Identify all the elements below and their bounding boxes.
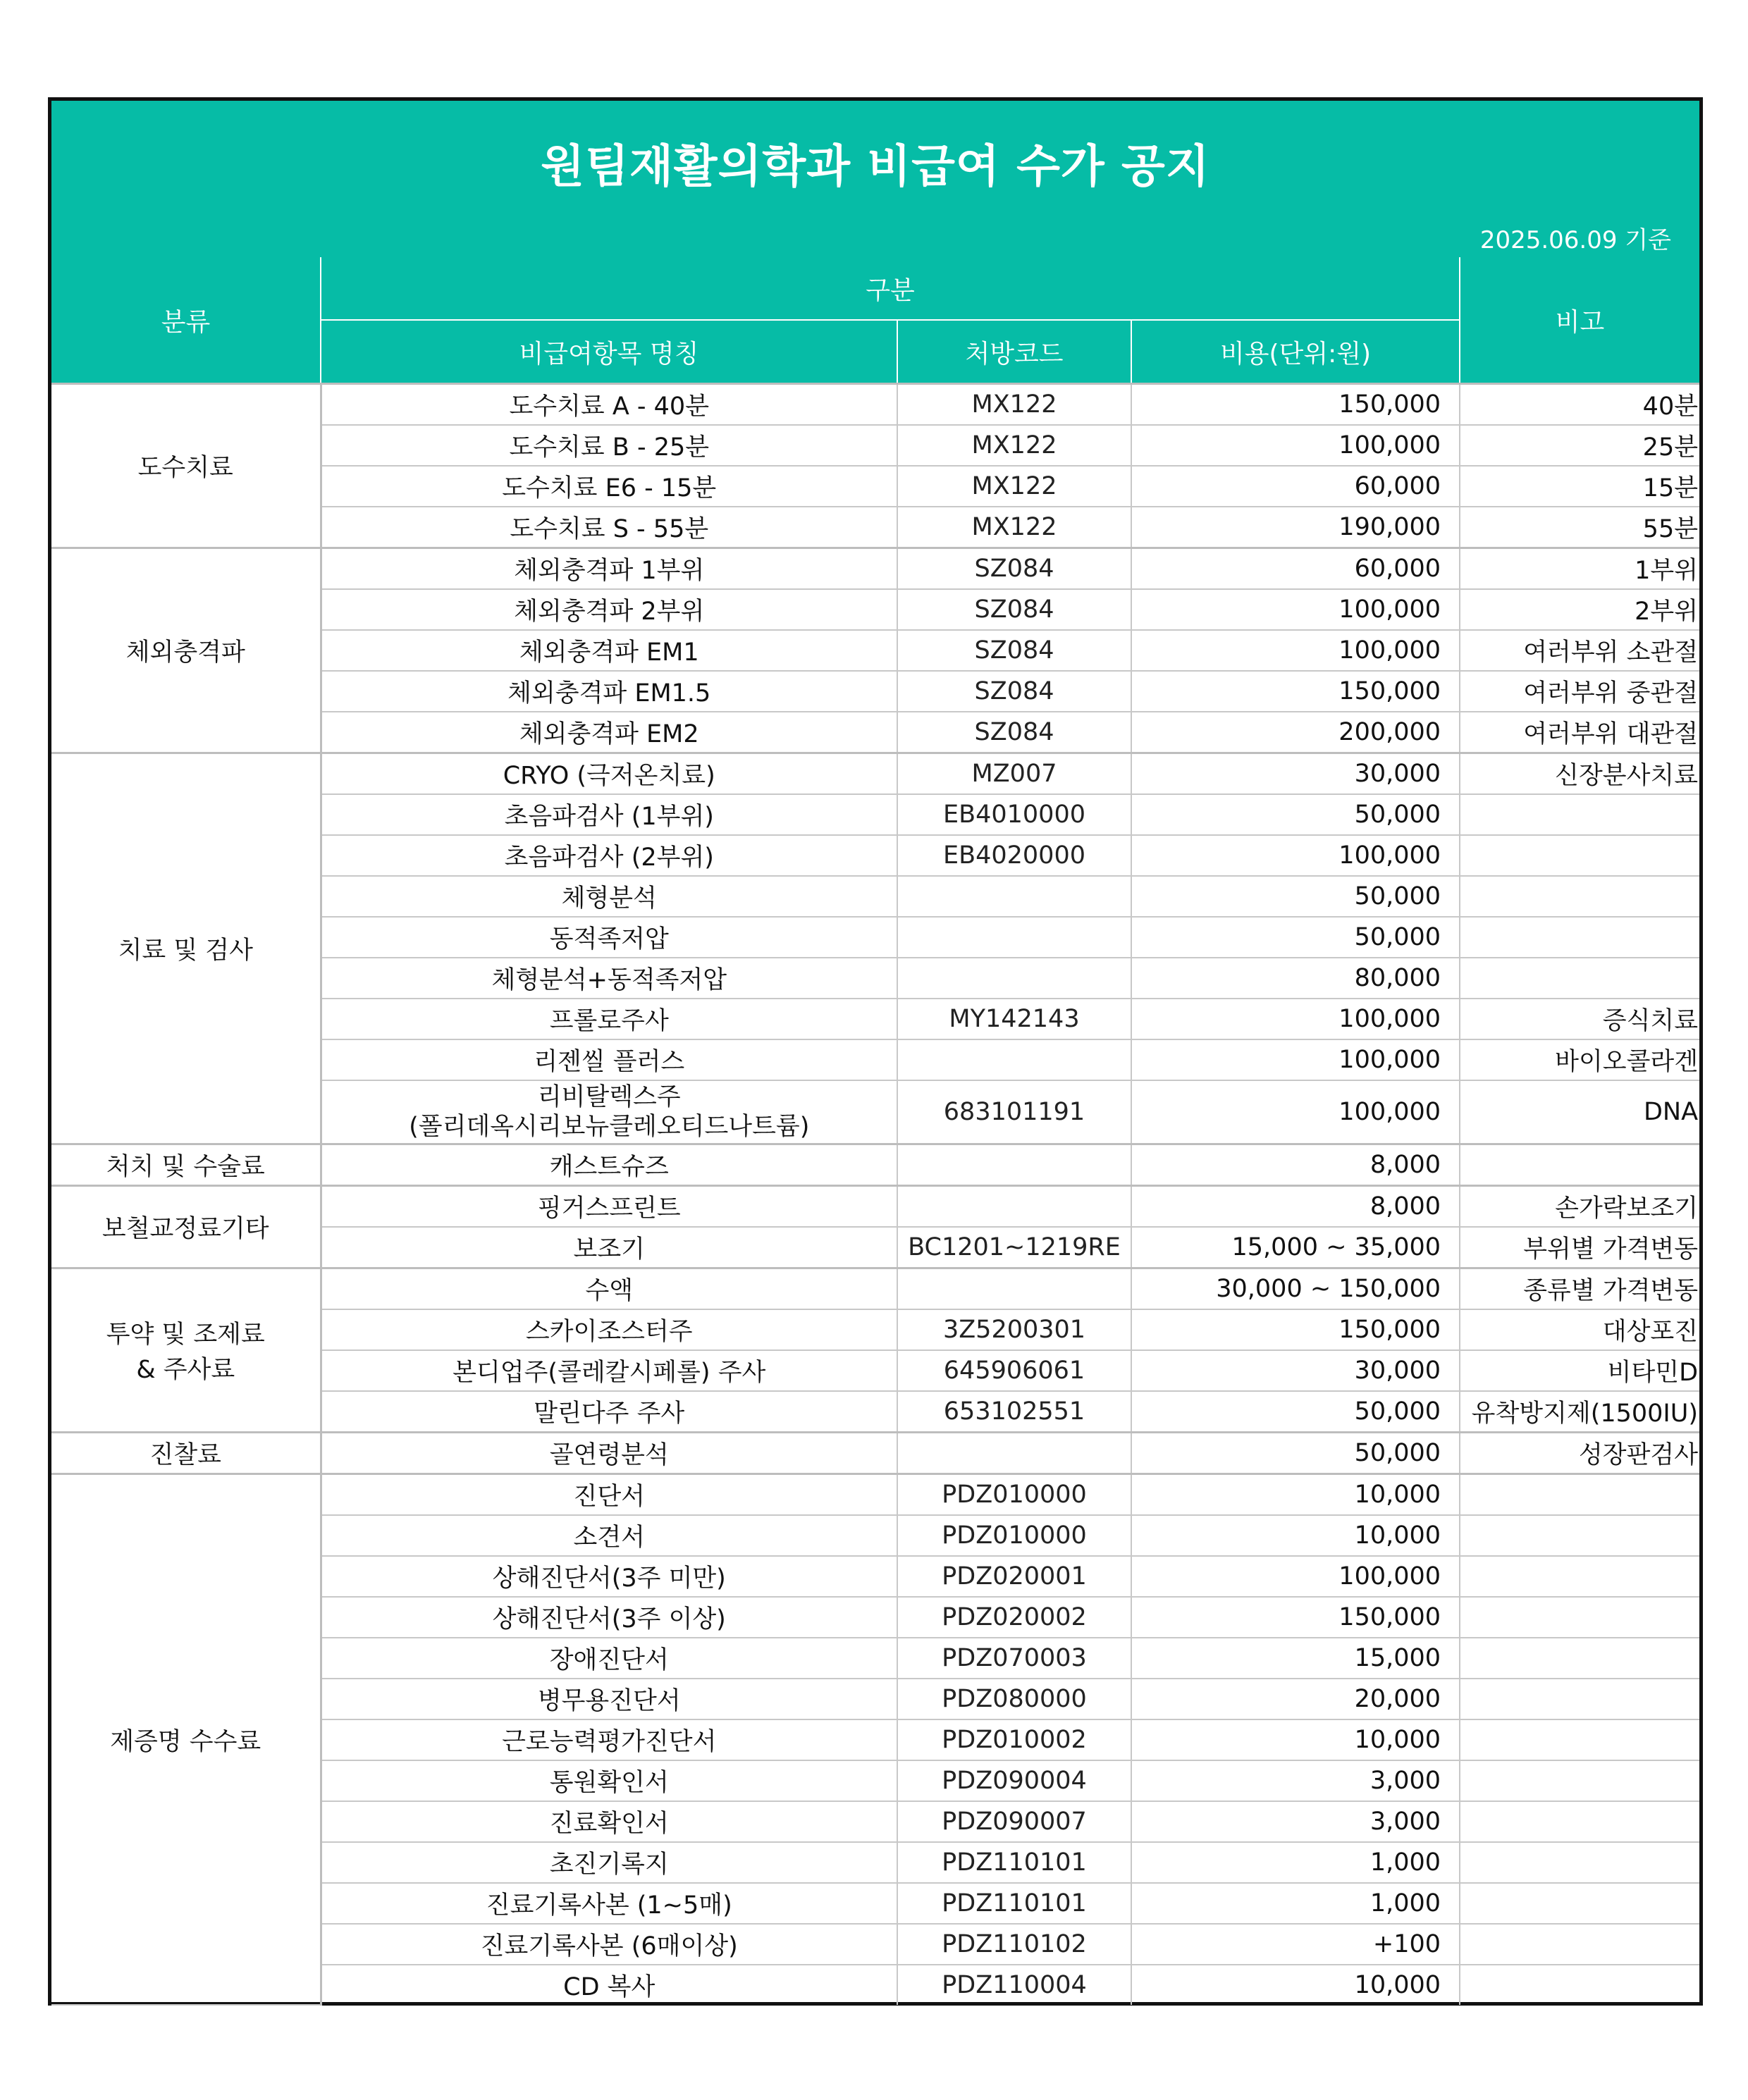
code-cell: 645906061 [897,1350,1131,1391]
cost-cell: 10,000 [1131,1515,1460,1556]
item-name-cell: 도수치료 E6 - 15분 [321,466,897,507]
cost-cell: 30,000 [1131,753,1460,795]
item-name-cell: 본디업주(콜레칼시페롤) 주사 [321,1350,897,1391]
cost-cell: 150,000 [1131,1597,1460,1638]
item-name-cell: 말린다주 주사 [321,1391,897,1433]
cost-cell: 20,000 [1131,1679,1460,1719]
table-row [51,1144,1699,1186]
note-cell [1460,1515,1699,1556]
category-cell: 보철교정료기타 [51,1186,321,1268]
note-cell: 1부위 [1460,548,1699,590]
category-label: 투약 및 조제료 [106,1321,265,1349]
category-cell: 제증명 수수료 [51,1474,321,2006]
cost-cell: 150,000 [1131,384,1460,426]
cost-cell: 10,000 [1131,1719,1460,1760]
item-name-cell: 진료확인서 [321,1801,897,1842]
note-cell [1460,1965,1699,2005]
note-cell: DNA [1460,1080,1699,1144]
cost-cell: 100,000 [1131,630,1460,671]
code-cell: PDZ090004 [897,1760,1131,1801]
code-cell: PDZ110101 [897,1842,1131,1883]
code-cell: MY142143 [897,999,1131,1039]
cost-cell: 30,000 [1131,1350,1460,1391]
code-cell: SZ084 [897,589,1131,630]
note-cell [1460,1474,1699,1516]
cost-cell: 100,000 [1131,835,1460,876]
header-note: 비고 [1460,257,1699,384]
item-name-cell: 골연령분석 [321,1433,897,1474]
code-cell [897,1039,1131,1080]
item-name-cell: 보조기 [321,1227,897,1268]
item-name-cell: 장애진단서 [321,1638,897,1679]
item-name-cell: 체외충격파 EM1.5 [321,671,897,712]
note-cell: 여러부위 중관절 [1460,671,1699,712]
category-cell: 진찰료 [51,1433,321,1474]
code-cell: MX122 [897,466,1131,507]
cost-cell: 50,000 [1131,917,1460,958]
note-cell [1460,1597,1699,1638]
item-name-cell: 상해진단서(3주 미만) [321,1556,897,1597]
code-cell [897,917,1131,958]
item-name-cell: 체외충격파 2부위 [321,589,897,630]
code-cell: SZ084 [897,630,1131,671]
note-cell: 종류별 가격변동 [1460,1268,1699,1310]
note-cell [1460,958,1699,999]
item-name-cell: 도수치료 B - 25분 [321,425,897,466]
cost-cell: 30,000 ~ 150,000 [1131,1268,1460,1310]
note-cell: 신장분사치료 [1460,753,1699,795]
note-cell: 여러부위 대관절 [1460,712,1699,753]
code-cell: MX122 [897,425,1131,466]
header-cost: 비용(단위:원) [1131,320,1460,384]
table-row [51,1186,1699,1228]
cost-cell: 60,000 [1131,466,1460,507]
cost-cell: 1,000 [1131,1842,1460,1883]
code-cell: SZ084 [897,712,1131,753]
item-name-cell: 진단서 [321,1474,897,1516]
code-cell: PDZ020001 [897,1556,1131,1597]
code-cell: SZ084 [897,548,1131,590]
item-name-cell: 캐스트슈즈 [321,1144,897,1186]
header-group: 구분 [321,257,1460,320]
code-cell: PDZ020002 [897,1597,1131,1638]
code-cell: 653102551 [897,1391,1131,1433]
item-name-cell: 리젠씰 플러스 [321,1039,897,1080]
cost-cell: 60,000 [1131,548,1460,590]
code-cell: PDZ070003 [897,1638,1131,1679]
category-label: & 주사료 [136,1356,235,1384]
item-name-cell: 소견서 [321,1515,897,1556]
code-cell: PDZ110004 [897,1965,1131,2005]
note-cell [1460,876,1699,917]
cost-cell: 190,000 [1131,507,1460,548]
item-name-cell: 초음파검사 (1부위) [321,794,897,835]
code-cell: MX122 [897,384,1131,426]
cost-cell: 8,000 [1131,1144,1460,1186]
item-name-cell: 도수치료 A - 40분 [321,384,897,426]
item-name-cell: 초음파검사 (2부위) [321,835,897,876]
note-cell [1460,1801,1699,1842]
cost-cell: 1,000 [1131,1883,1460,1924]
code-cell: PDZ010000 [897,1474,1131,1516]
note-cell: 비타민D [1460,1350,1699,1391]
item-name-cell: 병무용진단서 [321,1679,897,1719]
cost-cell: 100,000 [1131,1039,1460,1080]
note-cell: 25분 [1460,425,1699,466]
note-cell [1460,835,1699,876]
item-name-cell: 도수치료 S - 55분 [321,507,897,548]
item-name-cell: 동적족저압 [321,917,897,958]
category-cell: 치료 및 검사 [51,753,321,1144]
cost-cell: 10,000 [1131,1965,1460,2005]
cost-cell: 15,000 [1131,1638,1460,1679]
header-category: 분류 [51,257,321,384]
code-cell: PDZ080000 [897,1679,1131,1719]
item-name-cell: 진료기록사본 (6매이상) [321,1924,897,1965]
note-cell [1460,1883,1699,1924]
note-cell [1460,1679,1699,1719]
cost-cell: 8,000 [1131,1186,1460,1228]
code-cell: PDZ110102 [897,1924,1131,1965]
category-cell: 체외충격파 [51,548,321,753]
cost-cell: 200,000 [1131,712,1460,753]
cost-cell: 50,000 [1131,1391,1460,1433]
item-name-cell: 체외충격파 1부위 [321,548,897,590]
note-cell: 성장판검사 [1460,1433,1699,1474]
note-cell [1460,1638,1699,1679]
item-name-cell: 진료기록사본 (1~5매) [321,1883,897,1924]
table-header [51,257,1699,384]
code-cell: PDZ010000 [897,1515,1131,1556]
note-cell [1460,1144,1699,1186]
item-name-cell: 체형분석 [321,876,897,917]
code-cell: EB4010000 [897,794,1131,835]
category-cell [51,1268,321,1433]
note-cell: 대상포진 [1460,1309,1699,1350]
header-code: 처방코드 [897,320,1131,384]
note-cell [1460,1719,1699,1760]
item-name-cell: 스카이조스터주 [321,1309,897,1350]
note-cell: 유착방지제(1500IU) [1460,1391,1699,1433]
code-cell [897,1433,1131,1474]
note-cell: 2부위 [1460,589,1699,630]
note-cell: 40분 [1460,384,1699,426]
table-row [51,1474,1699,1516]
cost-cell: 100,000 [1131,1556,1460,1597]
table-row [51,384,1699,426]
note-cell: 바이오콜라겐 [1460,1039,1699,1080]
note-cell [1460,1556,1699,1597]
cost-cell: 50,000 [1131,876,1460,917]
item-name-cell: 근로능력평가진단서 [321,1719,897,1760]
code-cell: 683101191 [897,1080,1131,1144]
sheet-header [51,101,1699,257]
code-cell [897,1186,1131,1228]
cost-cell: 100,000 [1131,999,1460,1039]
category-cell: 도수치료 [51,384,321,548]
item-name-cell: 수액 [321,1268,897,1310]
cost-cell: 150,000 [1131,1309,1460,1350]
table-body [51,384,1699,2006]
note-cell: 여러부위 소관절 [1460,630,1699,671]
cost-cell: 10,000 [1131,1474,1460,1516]
item-name-cell: CD 복사 [321,1965,897,2005]
item-name-cell: 상해진단서(3주 이상) [321,1597,897,1638]
item-name-cell: 체외충격파 EM2 [321,712,897,753]
note-cell [1460,1760,1699,1801]
item-name-cell: 통원확인서 [321,1760,897,1801]
code-cell [897,958,1131,999]
category-cell: 처치 및 수술료 [51,1144,321,1186]
note-cell [1460,1924,1699,1965]
fee-table [51,257,1699,2006]
code-cell: SZ084 [897,671,1131,712]
cost-cell: 3,000 [1131,1760,1460,1801]
page-title: 원팀재활의학과 비급여 수가 공지 [541,141,1210,193]
note-cell [1460,794,1699,835]
cost-cell: 80,000 [1131,958,1460,999]
item-name: 리비탈렉스주 [537,1083,681,1111]
header-item: 비급여항목 명칭 [321,320,897,384]
cost-cell: 150,000 [1131,671,1460,712]
note-cell: 부위별 가격변동 [1460,1227,1699,1268]
code-cell: MX122 [897,507,1131,548]
item-name-cell: 체외충격파 EM1 [321,630,897,671]
price-notice-sheet [48,97,1703,2006]
item-name-cell: 초진기록지 [321,1842,897,1883]
note-cell: 증식치료 [1460,999,1699,1039]
cost-cell: +100 [1131,1924,1460,1965]
item-name-cell: 핑거스프린트 [321,1186,897,1228]
table-row [51,1433,1699,1474]
code-cell: BC1201~1219RE [897,1227,1131,1268]
code-cell: 3Z5200301 [897,1309,1131,1350]
item-name-cell: CRYO (극저온치료) [321,753,897,795]
code-cell [897,1268,1131,1310]
cost-cell: 15,000 ~ 35,000 [1131,1227,1460,1268]
cost-cell: 100,000 [1131,425,1460,466]
note-cell [1460,1842,1699,1883]
code-cell [897,876,1131,917]
cost-cell: 50,000 [1131,794,1460,835]
code-cell: PDZ090007 [897,1801,1131,1842]
cost-cell: 3,000 [1131,1801,1460,1842]
code-cell: PDZ110101 [897,1883,1131,1924]
item-name-cell: 체형분석+동적족저압 [321,958,897,999]
item-name-cell [321,1080,897,1144]
note-cell [1460,917,1699,958]
cost-cell: 50,000 [1131,1433,1460,1474]
cost-cell: 100,000 [1131,589,1460,630]
note-cell: 55분 [1460,507,1699,548]
item-name-sub: (폴리데옥시리보뉴클레오티드나트륨) [409,1113,810,1141]
reference-date: 2025.06.09 기준 [1479,226,1671,254]
table-row [51,1268,1699,1310]
note-cell: 15분 [1460,466,1699,507]
table-row [51,548,1699,590]
code-cell: MZ007 [897,753,1131,795]
table-row [51,753,1699,795]
item-name-cell: 프롤로주사 [321,999,897,1039]
code-cell: EB4020000 [897,835,1131,876]
code-cell: PDZ010002 [897,1719,1131,1760]
cost-cell: 100,000 [1131,1080,1460,1144]
note-cell: 손가락보조기 [1460,1186,1699,1228]
code-cell [897,1144,1131,1186]
